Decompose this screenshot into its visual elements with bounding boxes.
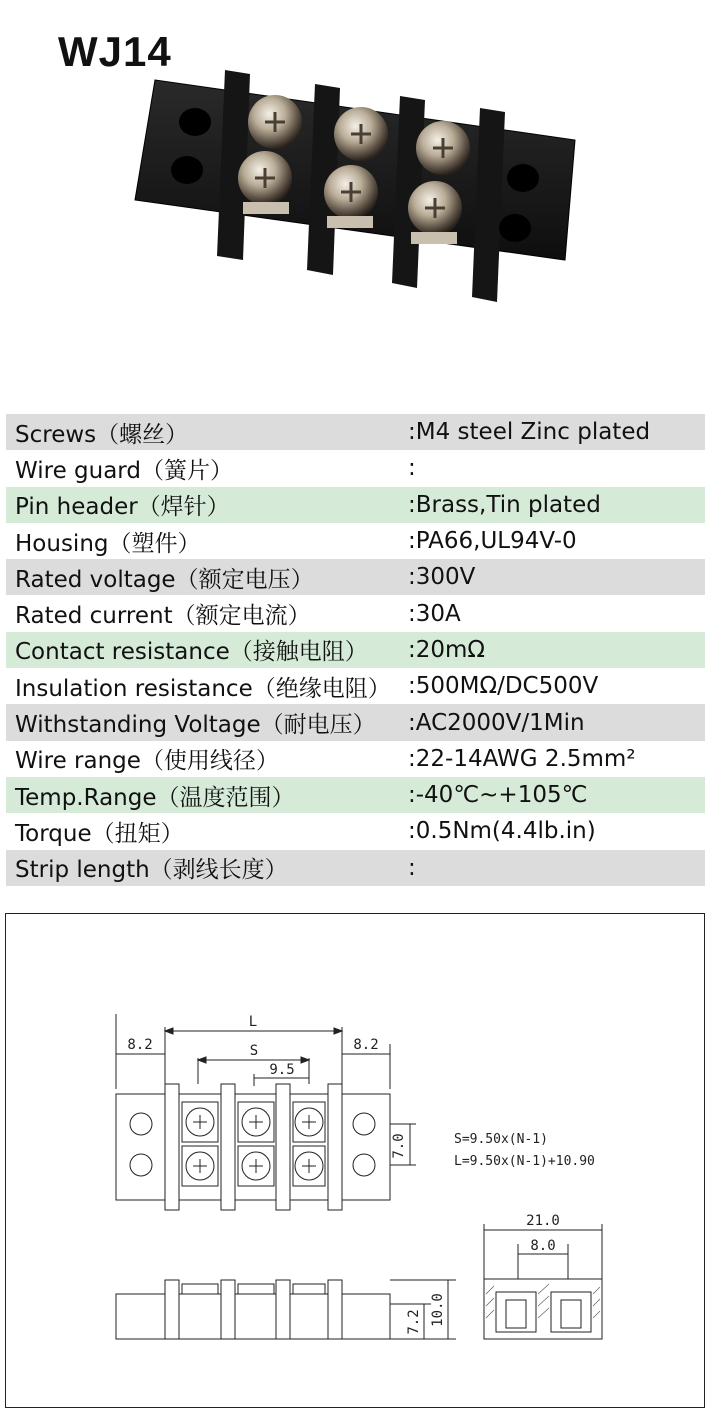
formula-S: S=9.50x(N-1) [454, 1132, 548, 1147]
spec-value: :22-14AWG 2.5mm² [408, 745, 636, 772]
dim-S-label: S [249, 1043, 259, 1059]
spec-value: :500MΩ/DC500V [408, 673, 599, 700]
spec-key: Wire guard（簧片） [15, 457, 233, 484]
spec-row-rated-voltage [6, 559, 705, 595]
spec-value: :20mΩ [408, 636, 485, 663]
spec-key: Pin header（焊针） [15, 494, 230, 521]
spec-row-insulation-resistance [6, 668, 705, 704]
spec-key: Withstanding Voltage（耐电压） [15, 712, 376, 739]
dim-L-label: L [248, 1014, 258, 1030]
spec-key: Rated current（额定电流） [15, 603, 311, 630]
spec-key: Insulation resistance（绝缘电阻） [15, 675, 391, 702]
spec-key: Strip length（剥线长度） [15, 857, 288, 884]
spec-row-housing [6, 523, 705, 559]
spec-row-strip-length [6, 850, 705, 886]
spec-value: : [408, 455, 416, 482]
spec-key: Housing（塑件） [15, 530, 201, 557]
dim-h2-label: 10.0 [430, 1293, 446, 1327]
dim-inner-label: 8.0 [530, 1238, 556, 1254]
dim-height-top-label: 7.0 [391, 1133, 407, 1159]
spec-key: Screws（螺丝） [15, 421, 189, 448]
spec-row-pin-header [6, 487, 705, 523]
spec-row-withstanding-voltage [6, 704, 705, 740]
spec-value: :Brass,Tin plated [408, 491, 601, 518]
spec-key: Contact resistance（接触电阻） [15, 639, 368, 666]
spec-row-temp-range [6, 777, 705, 813]
spec-key: Wire range（使用线径） [15, 748, 279, 775]
drawing-svg [6, 914, 704, 1407]
dim-h1-label: 7.2 [406, 1309, 422, 1335]
dim-width-label: 21.0 [526, 1213, 560, 1229]
spec-value: :AC2000V/1Min [408, 709, 585, 736]
spec-key: Torque（扭矩） [15, 820, 184, 847]
product-title: WJ14 [58, 28, 172, 75]
spec-value: :-40℃~+105℃ [408, 782, 588, 809]
spec-value: :30A [408, 600, 461, 627]
spec-row-rated-current [6, 595, 705, 631]
dim-pitch-label: 9.5 [269, 1062, 295, 1078]
dim-right-label: 8.2 [353, 1037, 379, 1053]
spec-value: :PA66,UL94V-0 [408, 528, 577, 555]
technical-drawing [5, 913, 705, 1408]
formula-L: L=9.50x(N-1)+10.90 [454, 1154, 595, 1169]
spec-row-screws [6, 414, 705, 450]
spec-key: Rated voltage（额定电压） [15, 566, 314, 593]
spec-row-torque [6, 813, 705, 849]
spec-row-contact-resistance [6, 632, 705, 668]
spec-table [6, 414, 705, 886]
product-photo [125, 70, 585, 310]
spec-value: :M4 steel Zinc plated [408, 419, 651, 446]
spec-row-wire-guard [6, 450, 705, 486]
spec-value: :300V [408, 564, 476, 591]
spec-key: Temp.Range（温度范围） [15, 784, 295, 811]
spec-value: :0.5Nm(4.4lb.in) [408, 818, 596, 845]
spec-value: : [408, 854, 416, 881]
dim-left-label: 8.2 [127, 1037, 153, 1053]
spec-row-wire-range [6, 741, 705, 777]
